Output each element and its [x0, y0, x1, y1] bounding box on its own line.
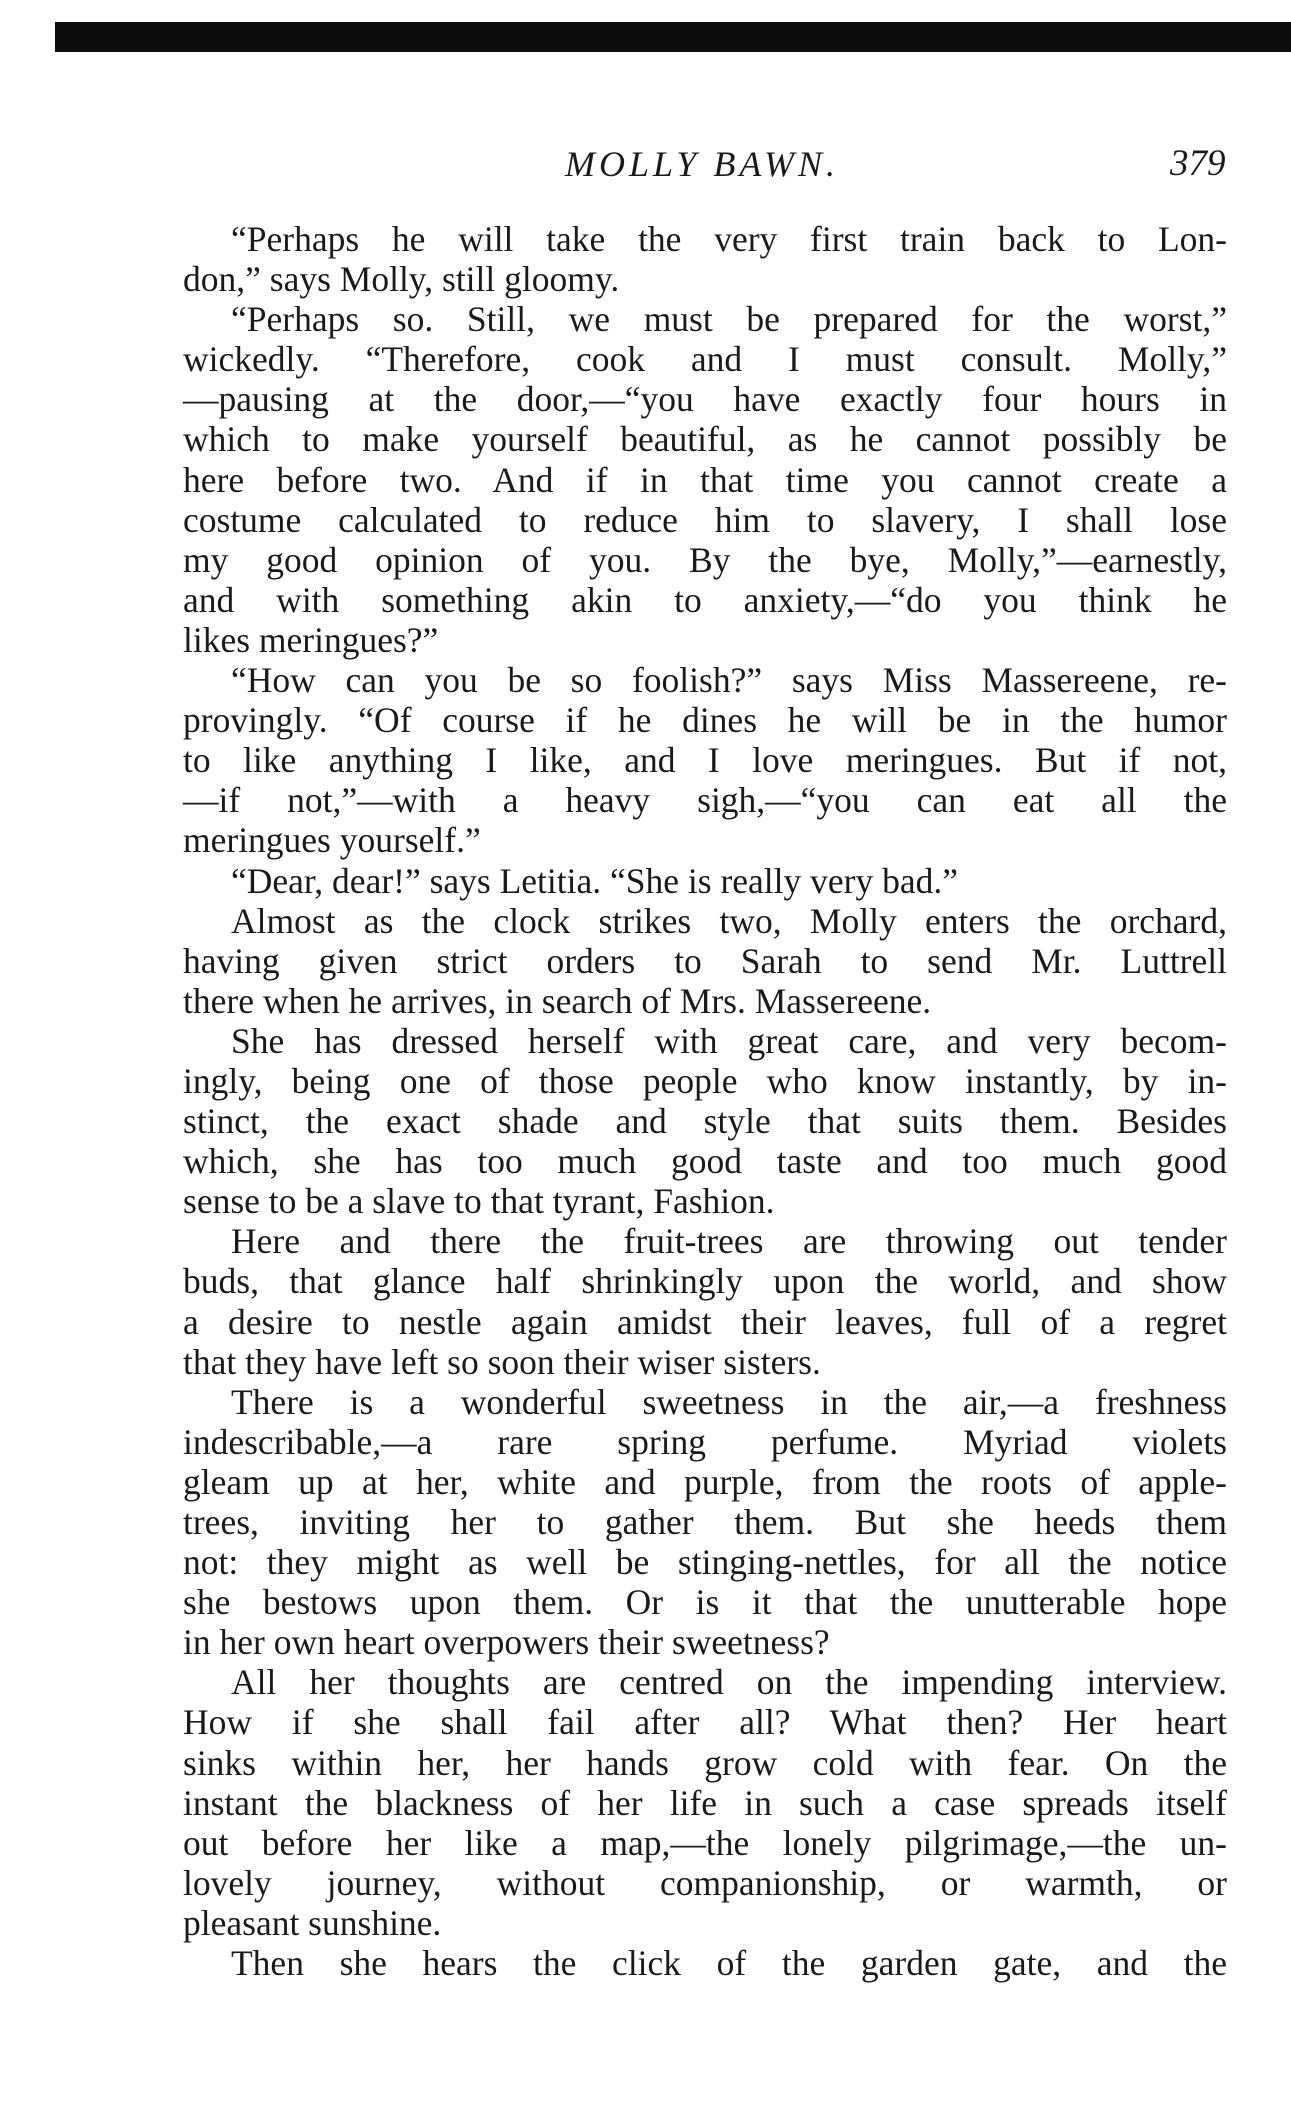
text-line: that they have left so soon their wiser sisters.	[183, 1341, 821, 1382]
text-line: out before her like a map,—the lonely pilgrimage,—the un-	[183, 1822, 1227, 1863]
body-text	[183, 219, 1227, 1983]
text-line: instant the blackness of her life in such a case spreads itself	[183, 1782, 1227, 1823]
text-line: lovely journey, without companionship, or warmth, or	[183, 1862, 1227, 1903]
top-border-rule	[55, 22, 1291, 52]
text-line: in her own heart overpowers their sweetness?	[183, 1622, 830, 1663]
text-line: sinks within her, her hands grow cold with fear. On the	[183, 1742, 1227, 1783]
text-line: pleasant sunshine.	[183, 1902, 442, 1943]
text-line: buds, that glance half shrinkingly upon the world, and show	[183, 1261, 1227, 1302]
text-line: to like anything I like, and I love meringues. But if not,	[183, 740, 1227, 781]
text-line: Here and there the fruit-trees are throwing out tender	[231, 1221, 1227, 1262]
text-line: provingly. “Of course if he dines he will be in the humor	[183, 700, 1227, 741]
text-line: there when he arrives, in search of Mrs. Massereene.	[183, 980, 932, 1021]
text-line: and with something akin to anxiety,—“do you think he	[183, 579, 1227, 620]
text-line: she bestows upon them. Or is it that the unutterable hope	[183, 1582, 1227, 1623]
text-line: a desire to nestle again amidst their leaves, full of a regret	[183, 1301, 1227, 1342]
text-line: which, she has too much good taste and too much good	[183, 1141, 1227, 1182]
text-line: trees, inviting her to gather them. But she heeds them	[183, 1502, 1227, 1542]
text-line: having given strict orders to Sarah to send Mr. Luttrell	[183, 940, 1227, 981]
text-line: my good opinion of you. By the bye, Molly,”—earnestly,	[183, 539, 1227, 580]
text-line: “Perhaps he will take the very first train back to Lon-	[231, 219, 1227, 259]
page-number: 379	[1170, 143, 1226, 184]
text-line: —pausing at the door,—“you have exactly four hours in	[183, 379, 1227, 420]
text-line: —if not,”—with a heavy sigh,—“you can eat all the	[183, 780, 1227, 821]
text-line: meringues yourself.”	[183, 820, 481, 861]
running-title: MOLLY BAWN.	[565, 144, 839, 184]
text-line: “How can you be so foolish?” says Miss Massereene, re-	[231, 660, 1227, 701]
text-line: sense to be a slave to that tyrant, Fashion.	[183, 1181, 775, 1222]
text-line: Then she hears the click of the garden gate, and the	[231, 1943, 1227, 1984]
text-line: likes meringues?”	[183, 619, 439, 660]
text-line: costume calculated to reduce him to slavery, I shall lose	[183, 499, 1227, 540]
text-line: indescribable,—a rare spring perfume. Myriad violets	[183, 1421, 1227, 1462]
text-line: ingly, being one of those people who know instantly, by in-	[183, 1060, 1227, 1101]
text-line: “Dear, dear!” says Letitia. “She is really very bad.”	[231, 860, 958, 901]
text-line: All her thoughts are centred on the impending interview.	[231, 1662, 1227, 1703]
text-line: gleam up at her, white and purple, from the roots of apple-	[183, 1461, 1227, 1502]
text-line: here before two. And if in that time you cannot create a	[183, 459, 1227, 500]
text-line: There is a wonderful sweetness in the air,—a freshness	[231, 1381, 1227, 1422]
text-line: Almost as the clock strikes two, Molly enters the orchard,	[231, 900, 1227, 941]
text-line: which to make yourself beautiful, as he cannot possibly be	[183, 419, 1227, 460]
text-line: don,” says Molly, still gloomy.	[183, 259, 620, 300]
text-line: How if she shall fail after all? What then? Her heart	[183, 1702, 1227, 1743]
text-line: wickedly. “Therefore, cook and I must consult. Molly,”	[183, 339, 1227, 380]
text-line: “Perhaps so. Still, we must be prepared for the worst,”	[231, 299, 1227, 340]
text-line: not: they might as well be stinging-nettles, for all the notice	[183, 1542, 1227, 1583]
text-line: She has dressed herself with great care, and very becom-	[231, 1020, 1227, 1061]
text-line: stinct, the exact shade and style that suits them. Besides	[183, 1101, 1227, 1142]
running-header	[0, 140, 1291, 188]
